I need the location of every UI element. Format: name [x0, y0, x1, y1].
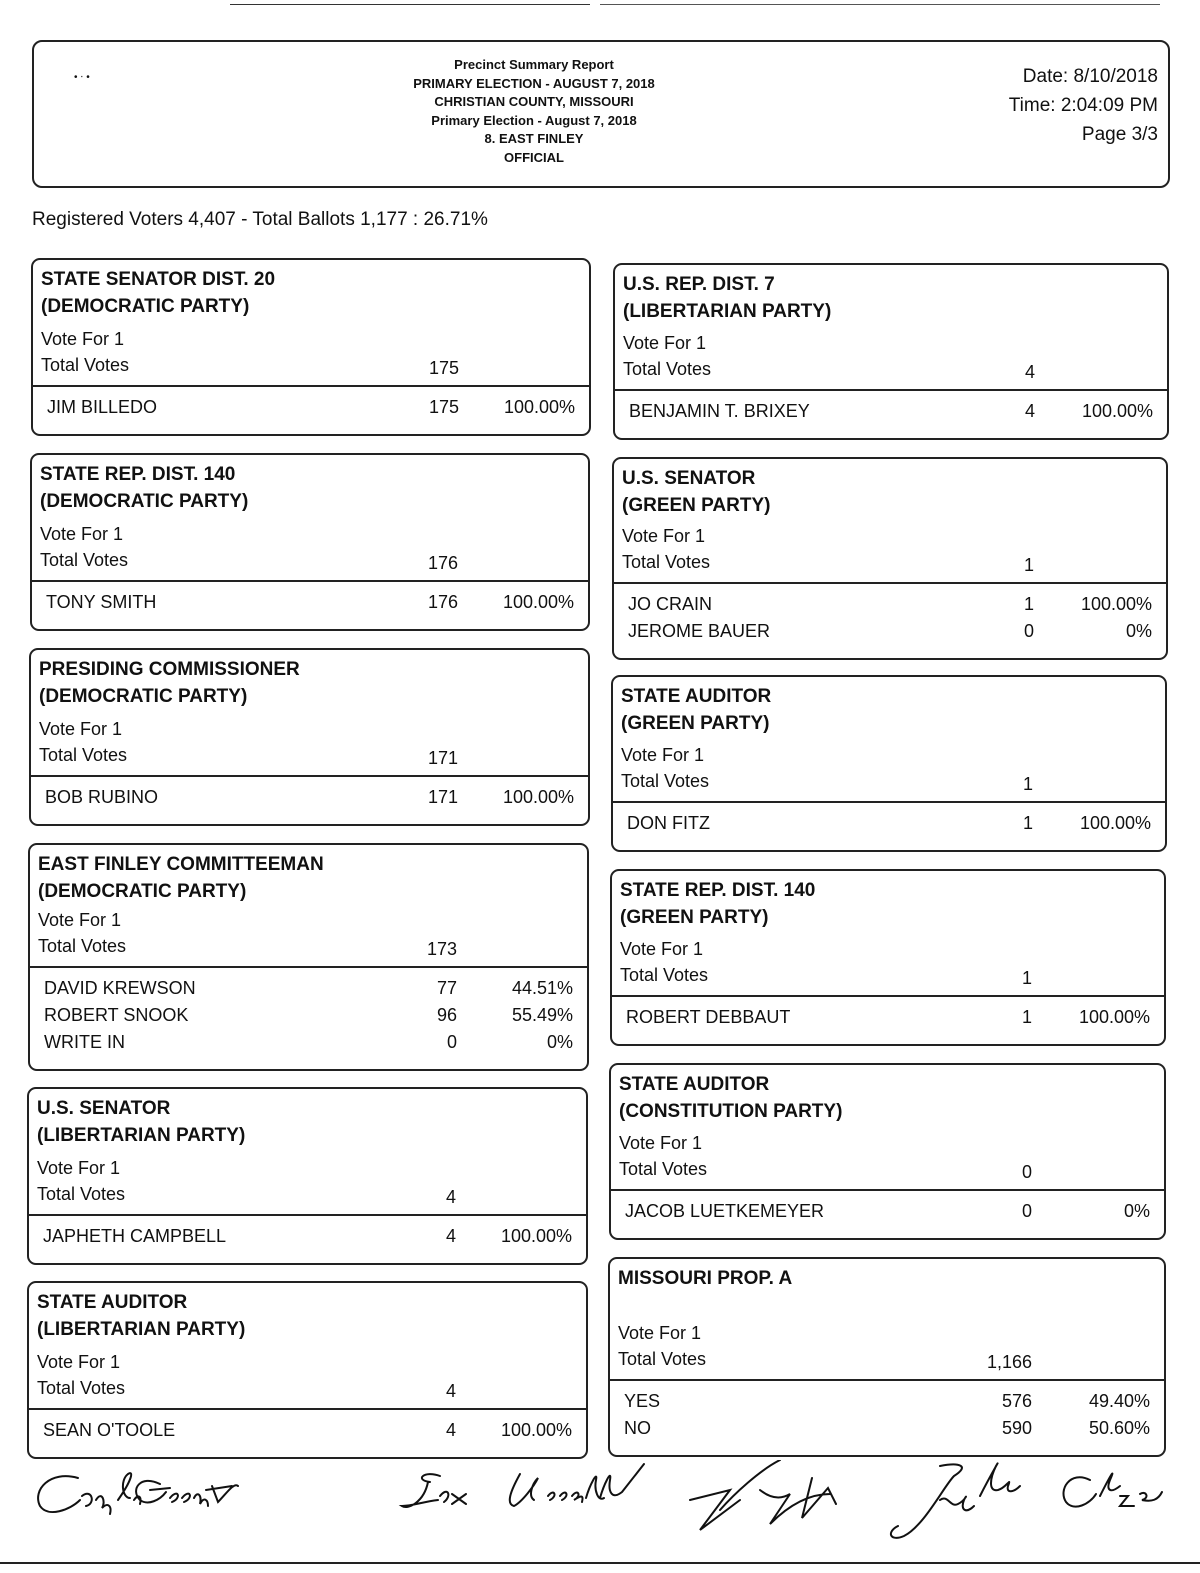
race-office: STATE SENATOR DIST. 20	[41, 269, 276, 290]
candidate-name: BOB RUBINO	[45, 787, 159, 807]
race-box	[31, 258, 591, 436]
total-votes-value: 0	[1021, 1162, 1032, 1182]
race-title	[623, 271, 831, 325]
candidate-row	[30, 1005, 587, 1032]
vote-for-label: Vote For 1	[37, 1158, 121, 1178]
vote-for-label: Vote For 1	[622, 526, 706, 546]
race-party: (DEMOCRATIC PARTY)	[38, 881, 247, 902]
candidate-percent: 44.51%	[511, 978, 573, 998]
scan-bottom-line	[0, 1562, 1200, 1564]
scan-top-line	[230, 4, 590, 5]
candidate-percent: 100.00%	[1079, 813, 1151, 833]
total-votes-value: 4	[445, 1381, 456, 1401]
page-number: Page 3/3	[1081, 124, 1158, 145]
candidate-row	[610, 1391, 1164, 1418]
election-name: PRIMARY ELECTION - AUGUST 7, 2018	[413, 75, 655, 91]
candidate-votes: 171	[427, 787, 458, 807]
candidate-votes: 0	[446, 1032, 457, 1052]
race-party: (GREEN PARTY)	[622, 495, 771, 516]
race-title	[621, 683, 771, 737]
race-title	[38, 851, 324, 905]
race-box	[29, 648, 590, 826]
candidate-votes: 4	[1024, 401, 1035, 421]
total-votes-value: 173	[426, 939, 457, 959]
vote-for-label: Vote For 1	[618, 1323, 702, 1343]
candidate-percent: 55.49%	[511, 1005, 573, 1025]
election-date: Primary Election - August 7, 2018	[431, 112, 637, 128]
race-office: PRESIDING COMMISSIONER	[39, 659, 300, 680]
county-name: CHRISTIAN COUNTY, MISSOURI	[434, 94, 634, 109]
candidate-percent: 100.00%	[500, 1420, 572, 1440]
race-office: STATE AUDITOR	[621, 686, 772, 707]
race-box	[608, 1257, 1166, 1457]
candidate-row	[30, 978, 587, 1005]
total-votes-value: 4	[445, 1187, 456, 1207]
vote-for-label: Vote For 1	[619, 1133, 703, 1153]
vote-for-label: Vote For 1	[620, 939, 704, 959]
scan-specks: • ⋅ •	[74, 72, 90, 83]
total-votes-label: Total Votes	[623, 359, 712, 379]
total-votes-label: Total Votes	[37, 1184, 126, 1204]
candidate-percent: 0%	[1123, 1201, 1150, 1221]
official-label: OFFICIAL	[504, 149, 564, 165]
candidate-name: DON FITZ	[627, 813, 710, 833]
race-office: STATE AUDITOR	[37, 1292, 188, 1313]
candidate-votes: 4	[445, 1420, 456, 1440]
candidate-name: BENJAMIN T. BRIXEY	[629, 401, 810, 421]
race-party: (GREEN PARTY)	[620, 907, 769, 928]
vote-for-label: Vote For 1	[621, 745, 705, 765]
race-office: STATE REP. DIST. 140	[620, 880, 816, 901]
race-party: (DEMOCRATIC PARTY)	[40, 491, 249, 512]
total-votes-value: 1,166	[986, 1352, 1032, 1372]
candidate-percent: 50.60%	[1088, 1418, 1150, 1438]
total-votes-label: Total Votes	[41, 355, 130, 375]
signature-illegible	[690, 1460, 836, 1530]
race-divider	[612, 995, 1164, 997]
race-title	[620, 877, 815, 931]
candidate-row	[33, 397, 589, 424]
race-title	[618, 1265, 792, 1319]
candidate-name: JAPHETH CAMPBELL	[43, 1226, 227, 1246]
total-votes-value: 176	[427, 553, 458, 573]
signature-julie-clizer	[891, 1463, 1162, 1538]
candidate-name: TONY SMITH	[46, 592, 157, 612]
race-divider	[610, 1379, 1164, 1381]
candidate-name: JO CRAIN	[628, 594, 713, 614]
total-votes-value: 1	[1022, 774, 1033, 794]
race-party: (LIBERTARIAN PARTY)	[37, 1319, 246, 1340]
candidate-name: JIM BILLEDO	[47, 397, 158, 417]
total-votes-value: 175	[428, 358, 459, 378]
total-votes-value: 1	[1021, 968, 1032, 988]
race-title	[37, 1289, 245, 1343]
report-time: Time: 2:04:09 PM	[1008, 95, 1158, 116]
total-votes-label: Total Votes	[37, 1378, 126, 1398]
candidate-percent: 100.00%	[500, 1226, 572, 1246]
race-party: (LIBERTARIAN PARTY)	[623, 301, 832, 322]
candidate-percent: 100.00%	[503, 397, 575, 417]
race-divider	[30, 966, 587, 968]
candidate-row	[613, 813, 1165, 840]
candidate-votes: 176	[427, 592, 458, 612]
candidate-percent: 100.00%	[502, 592, 574, 612]
candidate-votes: 1	[1021, 1007, 1032, 1027]
candidate-votes: 4	[445, 1226, 456, 1246]
race-title	[39, 656, 300, 710]
report-header	[32, 40, 1170, 188]
race-party: (DEMOCRATIC PARTY)	[39, 686, 248, 707]
total-votes-label: Total Votes	[618, 1349, 707, 1369]
candidate-row	[29, 1420, 586, 1447]
candidate-row	[614, 621, 1166, 648]
race-box	[610, 869, 1166, 1046]
race-divider	[614, 582, 1166, 584]
candidate-row	[610, 1418, 1164, 1445]
race-box	[27, 1281, 588, 1459]
race-box	[28, 843, 589, 1071]
race-divider	[29, 1408, 586, 1410]
candidate-row	[614, 594, 1166, 621]
candidate-name: ROBERT SNOOK	[44, 1005, 189, 1025]
signature-carla-essert	[38, 1473, 238, 1514]
candidate-row	[615, 401, 1167, 428]
candidate-row	[31, 787, 588, 814]
race-title	[622, 465, 770, 519]
race-divider	[31, 775, 588, 777]
total-votes-label: Total Votes	[619, 1159, 708, 1179]
candidate-percent: 100.00%	[1078, 1007, 1150, 1027]
candidate-votes: 0	[1021, 1201, 1032, 1221]
candidate-votes: 590	[1001, 1418, 1032, 1438]
vote-for-label: Vote For 1	[38, 910, 122, 930]
race-title	[40, 461, 248, 515]
candidate-votes: 77	[436, 978, 457, 998]
candidate-votes: 1	[1022, 813, 1033, 833]
candidate-name: NO	[624, 1418, 651, 1438]
race-party: (CONSTITUTION PARTY)	[619, 1101, 843, 1122]
candidate-votes: 96	[436, 1005, 457, 1025]
total-votes-value: 1	[1023, 555, 1034, 575]
race-box	[613, 263, 1169, 440]
race-box	[611, 675, 1167, 852]
candidate-row	[611, 1201, 1164, 1228]
candidate-percent: 0%	[546, 1032, 573, 1052]
race-divider	[615, 389, 1167, 391]
scan-top-line	[600, 4, 1160, 5]
candidate-name: SEAN O'TOOLE	[43, 1420, 176, 1440]
race-divider	[611, 1189, 1164, 1191]
race-title	[619, 1071, 842, 1125]
candidate-row	[30, 1032, 587, 1059]
race-office: STATE AUDITOR	[619, 1074, 770, 1095]
report-title-block	[314, 56, 754, 167]
race-box	[612, 457, 1168, 660]
total-votes-label: Total Votes	[620, 965, 709, 985]
race-divider	[613, 801, 1165, 803]
race-title	[37, 1095, 245, 1149]
race-office: EAST FINLEY COMMITTEEMAN	[38, 854, 324, 875]
race-box	[30, 453, 590, 631]
candidate-percent: 100.00%	[502, 787, 574, 807]
candidate-percent: 100.00%	[1081, 401, 1153, 421]
turnout-summary: Registered Voters 4,407 - Total Ballots 1,177 : 26.71%	[32, 209, 488, 230]
candidate-name: WRITE IN	[44, 1032, 125, 1052]
total-votes-label: Total Votes	[622, 552, 711, 572]
race-title	[41, 266, 275, 320]
race-divider	[33, 385, 589, 387]
report-date: Date: 8/10/2018	[1022, 66, 1158, 87]
total-votes-label: Total Votes	[40, 550, 129, 570]
candidate-name: JACOB LUETKEMEYER	[625, 1201, 825, 1221]
race-office: STATE REP. DIST. 140	[40, 464, 236, 485]
race-box	[27, 1087, 588, 1265]
signature-lou-russell	[402, 1464, 644, 1507]
candidate-name: YES	[624, 1391, 661, 1411]
report-meta	[1009, 62, 1158, 149]
race-divider	[29, 1214, 586, 1216]
total-votes-value: 4	[1024, 362, 1035, 382]
race-party: (LIBERTARIAN PARTY)	[37, 1125, 246, 1146]
race-party: (GREEN PARTY)	[621, 713, 770, 734]
vote-for-label: Vote For 1	[40, 524, 124, 544]
signatures	[0, 1460, 1200, 1560]
candidate-percent: 49.40%	[1088, 1391, 1150, 1411]
total-votes-value: 171	[427, 748, 458, 768]
vote-for-label: Vote For 1	[623, 333, 707, 353]
candidate-name: JEROME BAUER	[628, 621, 771, 641]
race-office: U.S. SENATOR	[622, 468, 756, 489]
race-box	[609, 1063, 1166, 1240]
candidate-votes: 1	[1023, 594, 1034, 614]
vote-for-label: Vote For 1	[39, 719, 123, 739]
precinct-name: 8. EAST FINLEY	[484, 131, 584, 146]
vote-for-label: Vote For 1	[41, 329, 125, 349]
total-votes-label: Total Votes	[621, 771, 710, 791]
race-office: U.S. REP. DIST. 7	[623, 274, 775, 295]
candidate-name: DAVID KREWSON	[44, 978, 196, 998]
race-divider	[32, 580, 588, 582]
race-office: U.S. SENATOR	[37, 1098, 171, 1119]
candidate-percent: 0%	[1125, 621, 1152, 641]
candidate-percent: 100.00%	[1080, 594, 1152, 614]
race-party	[618, 1292, 792, 1319]
candidate-votes: 576	[1001, 1391, 1032, 1411]
candidate-votes: 175	[428, 397, 459, 417]
report-title: Precinct Summary Report	[454, 57, 614, 72]
candidate-votes: 0	[1023, 621, 1034, 641]
candidate-row	[29, 1226, 586, 1253]
candidate-row	[612, 1007, 1164, 1034]
candidate-name: ROBERT DEBBAUT	[626, 1007, 791, 1027]
vote-for-label: Vote For 1	[37, 1352, 121, 1372]
total-votes-label: Total Votes	[38, 936, 127, 956]
race-office: MISSOURI PROP. A	[618, 1268, 793, 1289]
total-votes-label: Total Votes	[39, 745, 128, 765]
race-party: (DEMOCRATIC PARTY)	[41, 296, 250, 317]
candidate-row	[32, 592, 588, 619]
